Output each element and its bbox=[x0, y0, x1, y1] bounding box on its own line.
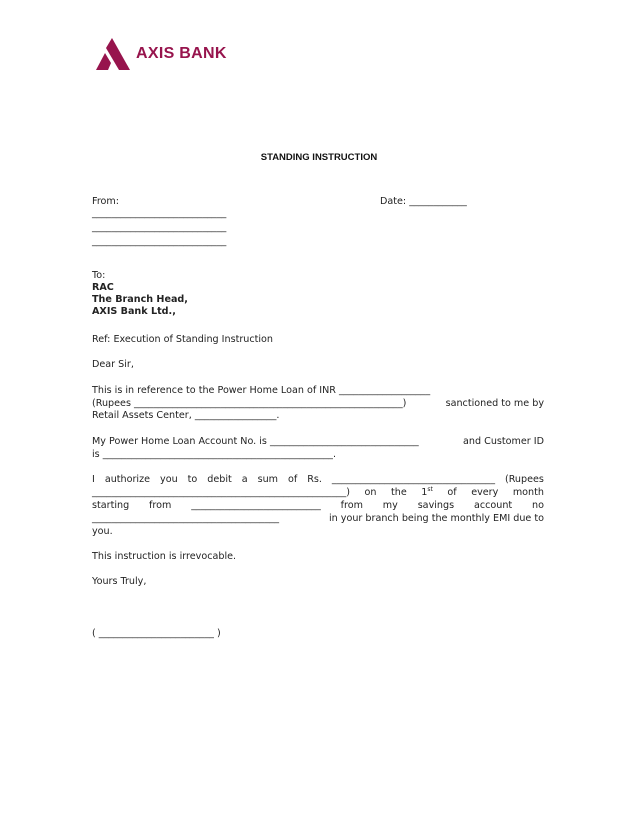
ordinal-number: 1 bbox=[421, 487, 428, 498]
para3-line5: you. bbox=[92, 526, 113, 537]
word: the bbox=[391, 487, 407, 498]
account-no-text: My Power Home Loan Account No. is _______________________________ bbox=[92, 436, 419, 447]
rupees-words-blank: _____________________________________________________) bbox=[92, 487, 350, 498]
word: from bbox=[149, 500, 172, 511]
to-line-rac: RAC bbox=[92, 282, 114, 293]
from-line-1: ____________________________ bbox=[92, 208, 227, 219]
para2-line1 bbox=[92, 436, 544, 448]
para1-line2 bbox=[92, 398, 544, 410]
signature-line: ( ________________________ ) bbox=[92, 628, 221, 639]
word: every bbox=[471, 487, 499, 498]
reference-line: Ref: Execution of Standing Instruction bbox=[92, 334, 274, 345]
axis-logo-mark-icon bbox=[94, 38, 130, 70]
word: (Rupees bbox=[504, 474, 544, 485]
word: account bbox=[473, 500, 513, 511]
para3-line1 bbox=[92, 474, 544, 486]
word: authorize bbox=[104, 474, 151, 485]
word: to bbox=[187, 474, 198, 485]
rupees-blank: (Rupees ________________________________________________________) bbox=[92, 398, 407, 409]
to-label: To: bbox=[92, 270, 106, 281]
word: sum bbox=[257, 474, 279, 485]
ordinal-1st bbox=[421, 487, 433, 499]
para2-line2: is ________________________________________________. bbox=[92, 449, 337, 460]
word: no bbox=[532, 500, 544, 511]
para1-line1: This is in reference to the Power Home Loan of INR ___________________ bbox=[92, 385, 431, 396]
word: my bbox=[382, 500, 398, 511]
word: starting bbox=[92, 500, 130, 511]
amount-blank: __________________________________ bbox=[331, 474, 495, 485]
date-field: Date: ____________ bbox=[380, 196, 467, 207]
para3-line2 bbox=[92, 487, 544, 499]
word: of bbox=[447, 487, 457, 498]
word: savings bbox=[417, 500, 455, 511]
salutation: Dear Sir, bbox=[92, 359, 134, 370]
closing: Yours Truly, bbox=[92, 576, 147, 587]
start-date-blank: ___________________________ bbox=[191, 500, 321, 511]
word: you bbox=[160, 474, 178, 485]
to-line-branch-head: The Branch Head, bbox=[92, 294, 188, 305]
para3-line3 bbox=[92, 500, 544, 512]
word: I bbox=[92, 474, 95, 485]
word: a bbox=[241, 474, 248, 485]
emi-text: in your branch being the monthly EMI due to bbox=[329, 513, 544, 524]
ordinal-suffix: st bbox=[427, 486, 433, 493]
sanctioned-text: sanctioned to me by bbox=[445, 398, 544, 409]
from-label: From: bbox=[92, 196, 120, 207]
savings-account-blank: _______________________________________ bbox=[92, 513, 280, 524]
from-line-2: ____________________________ bbox=[92, 222, 227, 233]
from-line-3: ____________________________ bbox=[92, 236, 227, 247]
customer-id-label: and Customer ID bbox=[463, 436, 544, 447]
word: on bbox=[364, 487, 377, 498]
to-line-bank: AXIS Bank Ltd., bbox=[92, 306, 176, 317]
para3-line4 bbox=[92, 513, 544, 525]
document-title: STANDING INSTRUCTION bbox=[260, 152, 378, 163]
para1-line3: Retail Assets Center, _________________. bbox=[92, 410, 280, 421]
irrevocable-statement: This instruction is irrevocable. bbox=[92, 551, 237, 562]
word: debit bbox=[207, 474, 232, 485]
logo-text: AXIS BANK bbox=[136, 45, 227, 62]
word: of bbox=[287, 474, 298, 485]
axis-bank-logo bbox=[94, 38, 227, 70]
word: Rs. bbox=[307, 474, 322, 485]
word: from bbox=[340, 500, 363, 511]
word: month bbox=[512, 487, 544, 498]
